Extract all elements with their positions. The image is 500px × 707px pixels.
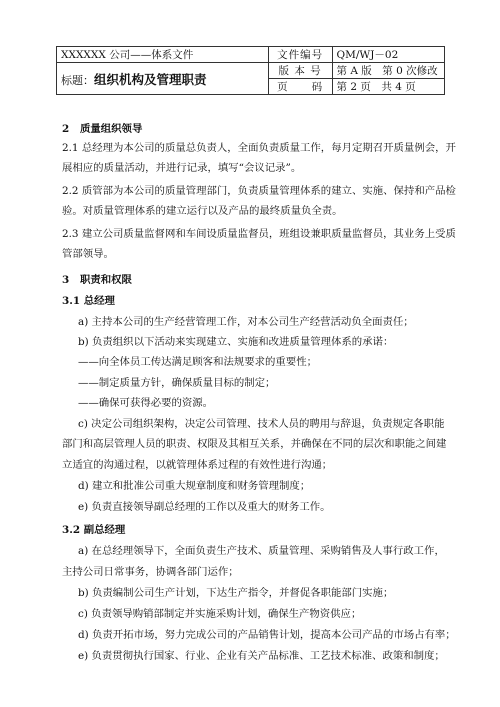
item-3-1-b: b) 负责组织以下活动来实现建立、实施和改进质量管理体系的承诺： — [78, 336, 394, 348]
doc-no-label: 文件编号 — [268, 47, 332, 63]
item-3-1-b-dash-2: ——制定质量方针，确保质量目标的制定； — [78, 377, 276, 389]
item-3-1-c-line-3: 立适宜的沟通过程，以就管理体系过程的有效性进行沟通； — [62, 459, 333, 471]
item-3-2-d: d) 负责开拓市场，努力完成公司的产品销售计划，提高本公司产品的市场占有率； — [78, 629, 456, 641]
paragraph-2-2-line-2: 验。对质量管理体系的建立运行以及产品的最终质量负全责。 — [62, 205, 343, 217]
subsection-3-2-heading: 3.2 副总经理 — [62, 524, 126, 536]
item-3-1-c-line-2: 部门和高层管理人员的职责、权限及其相互关系，并确保在不同的层次和职能之间建 — [62, 438, 447, 450]
item-3-2-a-line-2: 主持公司日常事务，协调各部门运作； — [62, 566, 239, 578]
document-header-table — [56, 46, 445, 95]
subsection-3-1-heading: 3.1 总经理 — [62, 295, 115, 307]
item-3-1-b-dash-3: ——确保可获得必要的资源。 — [78, 397, 214, 409]
item-3-2-b: b) 负责编制公司生产计划，下达生产指令，并督促各职能部门实施； — [78, 587, 394, 599]
section-title: 职责和权限 — [80, 274, 132, 286]
paragraph-2-3-line-2: 管部领导。 — [62, 248, 114, 260]
section-heading-3 — [62, 271, 132, 286]
version-value: 第 A 版 第 0 次修改 — [332, 63, 444, 79]
paragraph-2-2-line-1: 2.2 质管部为本公司的质量管理部门，负责质量管理体系的建立、实施、保持和产品检 — [62, 185, 456, 197]
document-title-cell — [57, 63, 269, 95]
item-3-2-a-line-1: a) 在总经理领导下，全面负责生产技术、质量管理、采购销售及人事行政工作， — [78, 545, 445, 557]
company-doc-label: XXXXXX 公司——体系文件 — [57, 47, 269, 63]
version-label: 版 本 号 — [268, 63, 332, 79]
paragraph-2-1-line-2: 展相应的质量活动，并进行记录，填写“会议记录”。 — [62, 162, 302, 174]
item-3-1-a: a) 主持本公司的生产经营管理工作，对本公司生产经营活动负全面责任； — [78, 316, 414, 328]
section-heading-2 — [62, 120, 142, 135]
item-3-2-e: e) 负责贯彻执行国家、行业、企业有关产品标准、工艺技术标准、政策和制度； — [78, 650, 445, 662]
item-3-1-b-dash-1: ——向全体员工传达满足顾客和法规要求的重要性； — [78, 356, 317, 368]
document-title: 组织机构及管理职责 — [94, 71, 207, 87]
section-title: 质量组织领导 — [80, 123, 143, 135]
page-label: 页 码 — [268, 79, 332, 95]
section-number: 2 — [62, 123, 70, 135]
doc-no-value: QM/WJ－02 — [332, 47, 444, 63]
item-3-1-d: d) 建立和批准公司重大规章制度和财务管理制度； — [78, 480, 311, 492]
item-3-1-e: e) 负责直接领导副总经理的工作以及重大的财务工作。 — [78, 501, 331, 513]
page-value: 第 2 页 共 4 页 — [332, 79, 444, 95]
paragraph-2-1-line-1: 2.1 总经理为本公司的质量总负责人，全面负责质量工作，每月定期召开质量例会，开 — [62, 142, 456, 154]
section-number: 3 — [62, 274, 70, 286]
item-3-1-c-line-1: c) 决定公司组织架构，决定公司管理、技术人员的聘用与辞退，负责规定各职能 — [78, 418, 445, 430]
paragraph-2-3-line-1: 2.3 建立公司质量监督网和车间设质量监督员，班组设兼职质量监督员，其业务上受质 — [62, 228, 456, 240]
title-prefix: 标题： — [61, 73, 94, 87]
item-3-2-c: c) 负责领导购销部制定并实施采购计划，确保生产物资供应； — [78, 608, 362, 620]
